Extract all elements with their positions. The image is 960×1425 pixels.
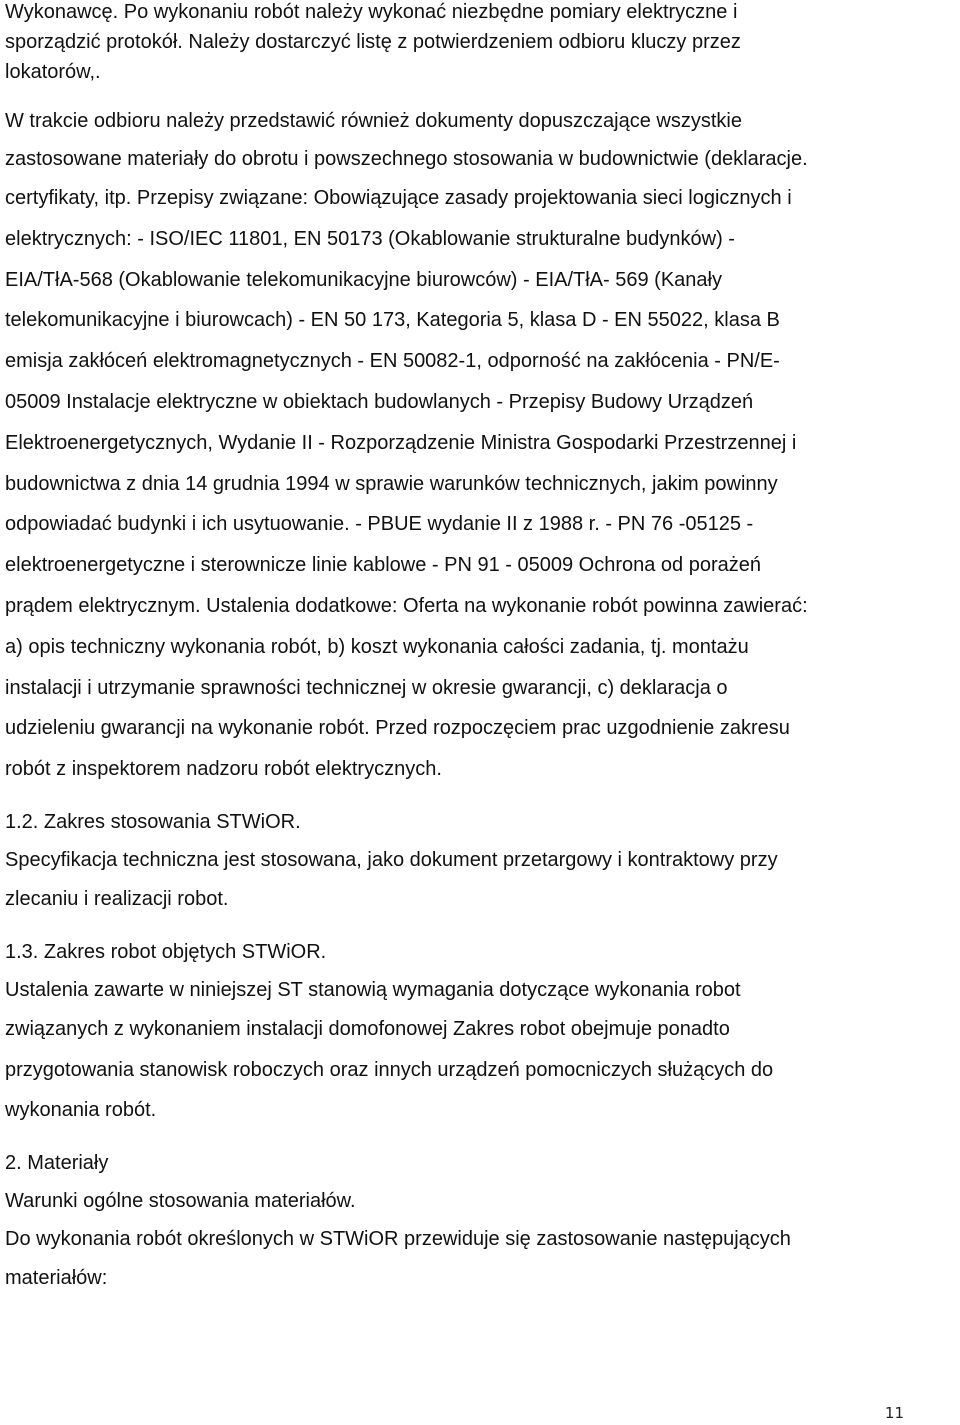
section-1-3-heading: 1.3. Zakres robot objętych STWiOR.: [5, 940, 327, 963]
section-2-subheading: Warunki ogólne stosowania materiałów.: [5, 1190, 356, 1213]
main-line-4: elektrycznych: - ISO/IEC 11801, EN 50173 (Okablowanie strukturalne budynków) -: [5, 227, 735, 250]
intro-line-3: lokatorów,.: [5, 61, 101, 83]
main-line-5: EIA/TłA-568 (Okablowanie telekomunikacyjne biurowców) - EIA/TłA- 569 (Kanały: [5, 268, 722, 291]
main-line-7: emisja zakłóceń elektromagnetycznych - EN 50082-1, odporność na zakłócenia - PN/E-: [5, 350, 780, 373]
section-2: [5, 1144, 955, 1299]
section-1-3-line-1: Ustalenia zawarte w niniejszej ST stanowią wymagania dotyczące wykonania robot: [5, 978, 741, 1001]
intro-line-2: sporządzić protokół. Należy dostarczyć listę z potwierdzeniem odbioru kluczy przez: [5, 31, 741, 53]
main-line-13: prądem elektrycznym. Ustalenia dodatkowe: Oferta na wykonanie robót powinna zawierać:: [5, 594, 808, 617]
section-1-2-line-1: Specyfikacja techniczna jest stosowana, jako dokument przetargowy i kontraktowy przy: [5, 848, 778, 871]
main-line-2: zastosowane materiały do obrotu i powszechnego stosowania w budownictwie (deklaracje.: [5, 148, 808, 170]
main-line-8: 05009 Instalacje elektryczne w obiektach budowlanych - Przepisy Budowy Urządzeń: [5, 390, 754, 413]
main-paragraph: [5, 102, 955, 790]
main-line-9: Elektroenergetycznych, Wydanie II - Rozporządzenie Ministra Gospodarki Przestrzennej i: [5, 431, 797, 454]
section-2-line-2: materiałów:: [5, 1267, 108, 1290]
main-line-6: telekomunikacyjne i biurowcach) - EN 50 173, Kategoria 5, klasa D - EN 55022, klasa B: [5, 309, 780, 332]
main-line-11: odpowiadać budynki i ich usytuowanie. - PBUE wydanie II z 1988 r. - PN 76 -05125 -: [5, 513, 754, 536]
section-1-2: [5, 803, 955, 920]
document-page: [5, 0, 955, 1299]
intro-paragraph: [5, 0, 955, 90]
main-line-14: a) opis techniczny wykonania robót, b) koszt wykonania całości zadania, tj. montażu: [5, 635, 749, 658]
section-1-2-heading: 1.2. Zakres stosowania STWiOR.: [5, 810, 301, 833]
main-line-16: udzieleniu gwarancji na wykonanie robót. Przed rozpoczęciem prac uzgodnienie zakresu: [5, 717, 790, 740]
main-line-12: elektroenergetyczne i sterownicze linie kablowe - PN 91 - 05009 Ochrona od porażeń: [5, 554, 761, 577]
section-2-line-1: Do wykonania robót określonych w STWiOR przewiduje się zastosowanie następujących: [5, 1228, 791, 1251]
section-1-3-line-2: związanych z wykonaniem instalacji domofonowej Zakres robot obejmuje ponadto: [5, 1017, 730, 1040]
main-line-15: instalacji i utrzymanie sprawności technicznej w okresie gwarancji, c) deklaracja o: [5, 676, 728, 699]
main-line-17: robót z inspektorem nadzoru robót elektrycznych.: [5, 758, 442, 781]
section-1-3: [5, 933, 955, 1131]
section-1-3-line-3: przygotowania stanowisk roboczych oraz innych urządzeń pomocniczych służących do: [5, 1058, 774, 1081]
section-1-2-line-2: zlecaniu i realizacji robot.: [5, 887, 229, 910]
main-line-3: certyfikaty, itp. Przepisy związane: Obowiązujące zasady projektowania sieci logicznych i: [5, 187, 792, 209]
section-gap: [5, 1131, 955, 1144]
paragraph-gap: [5, 90, 955, 102]
main-line-1: W trakcie odbioru należy przedstawić również dokumenty dopuszczające wszystkie: [5, 110, 742, 132]
section-2-heading: 2. Materiały: [5, 1152, 109, 1175]
main-line-10: budownictwa z dnia 14 grudnia 1994 w sprawie warunków technicznych, jakim powinny: [5, 472, 778, 495]
section-gap: [5, 790, 955, 803]
section-1-3-line-4: wykonania robót.: [5, 1099, 157, 1122]
page-number: 11: [884, 1404, 904, 1422]
section-gap: [5, 920, 955, 933]
intro-line-1: Wykonawcę. Po wykonaniu robót należy wykonać niezbędne pomiary elektryczne i: [5, 1, 738, 23]
